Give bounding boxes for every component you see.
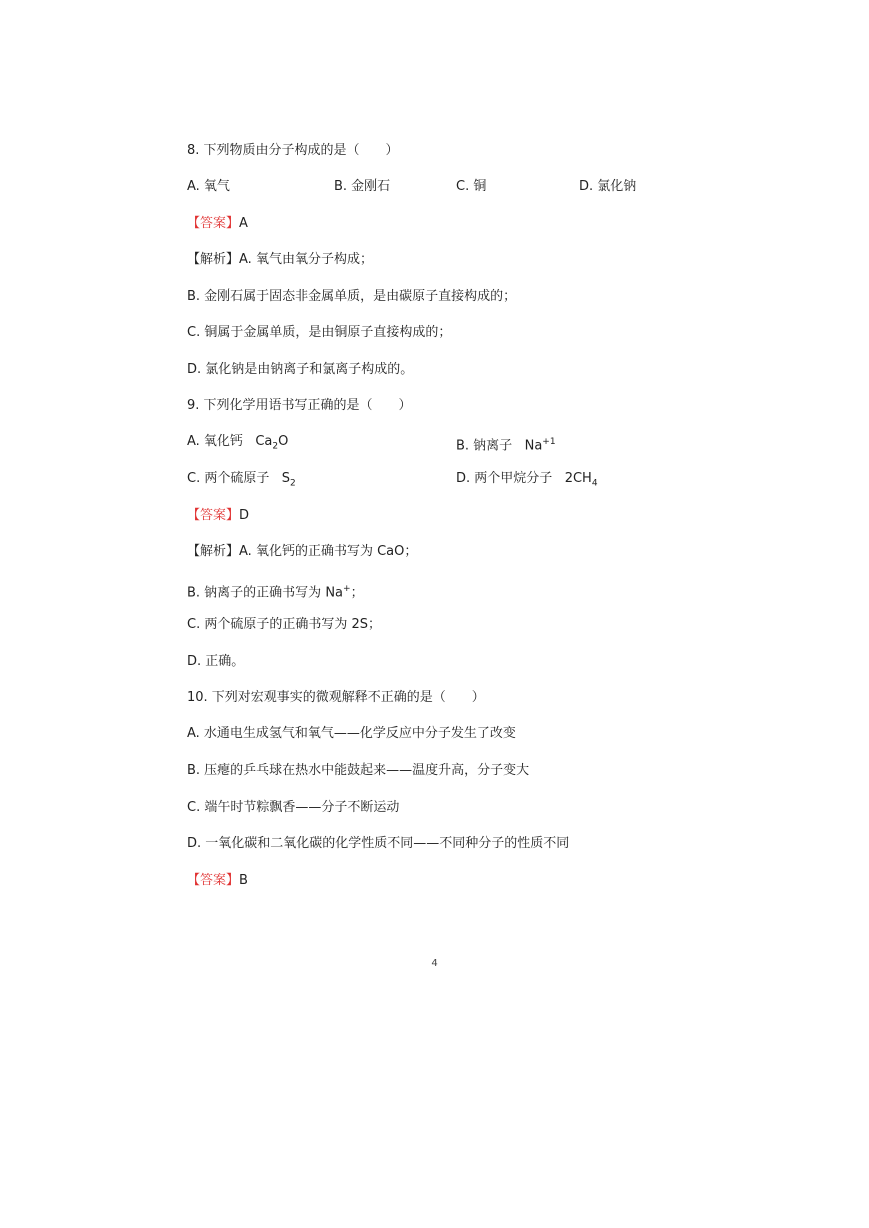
- analysis-line: A. 氧化钙的正确书写为 CaO；: [239, 544, 418, 559]
- analysis-key-label: 【解析】: [187, 544, 240, 559]
- q10-option-c: C. 端午时节粽飘香——分子不断运动: [187, 800, 400, 815]
- q9-analysis-b: [187, 580, 364, 602]
- q9-analysis-d: D. 正确。: [187, 654, 245, 669]
- option-label: C. 两个硫原子: [187, 471, 270, 486]
- q9-option-c: [187, 470, 296, 493]
- q10-option-b: B. 压瘪的乒乓球在热水中能鼓起来——温度升高，分子变大: [187, 763, 530, 778]
- answer-value: B: [239, 873, 248, 888]
- analysis-line: B. 钠离子的正确书写为 Na: [187, 585, 344, 601]
- q8-answer: [187, 215, 248, 233]
- q9-answer: [187, 507, 249, 525]
- q10-answer: [187, 872, 248, 890]
- q9-option-b: [456, 433, 556, 455]
- answer-value: D: [239, 508, 250, 523]
- subscript: 4: [591, 478, 598, 489]
- answer-key-label: 【答案】: [187, 508, 240, 523]
- analysis-line-end: ；: [350, 585, 364, 601]
- formula: 2CH: [564, 471, 592, 486]
- q8-analysis-b: B. 金刚石属于固态非金属单质，是由碳原子直接构成的；: [187, 289, 517, 304]
- answer-value: A: [239, 216, 248, 231]
- q10-stem: 10. 下列对宏观事实的微观解释不正确的是（ ）: [187, 690, 485, 705]
- formula: S: [281, 471, 291, 486]
- subscript: 2: [272, 441, 279, 452]
- q8-option-b: B. 金刚石: [334, 179, 391, 194]
- option-label: D. 两个甲烷分子: [456, 471, 553, 486]
- q8-option-a: A. 氧气: [187, 179, 230, 194]
- analysis-line: A. 氧气由氧分子构成；: [239, 252, 373, 267]
- q9-stem: 9. 下列化学用语书写正确的是（ ）: [187, 398, 412, 413]
- q9-analysis-c: C. 两个硫原子的正确书写为 2S；: [187, 617, 381, 632]
- q8-analysis-d: D. 氯化钠是由钠离子和氯离子构成的。: [187, 362, 414, 377]
- option-label: B. 钠离子: [456, 438, 513, 454]
- analysis-key-label: 【解析】: [187, 252, 240, 267]
- answer-key-label: 【答案】: [187, 216, 240, 231]
- q9-analysis-a: [187, 543, 417, 561]
- q8-stem: 8. 下列物质由分子构成的是（ ）: [187, 143, 399, 158]
- q8-option-c: C. 铜: [456, 179, 487, 194]
- answer-key-label: 【答案】: [187, 873, 240, 888]
- page-number: 4: [431, 958, 438, 969]
- q8-analysis-a: [187, 251, 373, 269]
- q9-option-a: [187, 433, 288, 456]
- q8-analysis-c: C. 铜属于金属单质，是由铜原子直接构成的；: [187, 325, 452, 340]
- q8-option-d: D. 氯化钠: [579, 179, 637, 194]
- formula: Ca: [255, 434, 273, 449]
- q9-option-d: [456, 470, 598, 493]
- subscript: 2: [290, 478, 296, 489]
- superscript: +1: [542, 437, 556, 447]
- formula: Na: [524, 438, 543, 454]
- superscript: +: [343, 584, 351, 594]
- q10-option-a: A. 水通电生成氢气和氧气——化学反应中分子发生了改变: [187, 726, 516, 741]
- q10-option-d: D. 一氧化碳和二氧化碳的化学性质不同——不同种分子的性质不同: [187, 836, 570, 851]
- option-label: A. 氧化钙: [187, 434, 243, 449]
- formula-tail: O: [278, 434, 289, 449]
